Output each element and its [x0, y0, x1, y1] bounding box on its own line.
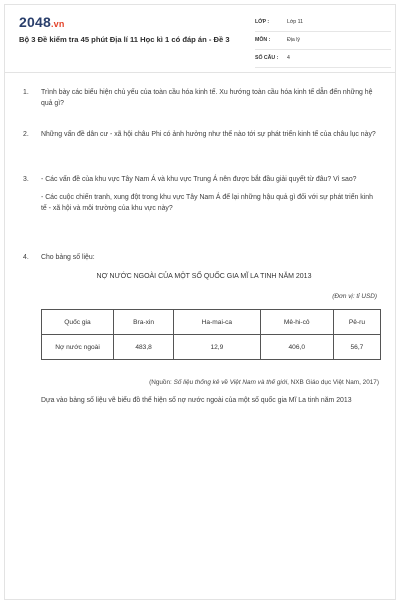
question-4-task: Dựa vào bảng số liệu vẽ biểu đồ thể hiện số nợ nước ngoài của một số quốc gia Mĩ La tinh năm 2013 — [41, 397, 352, 404]
table-cell: 406,0 — [260, 335, 333, 360]
table-header-cell: Pê-ru — [333, 310, 380, 335]
document-title: Bộ 3 Đề kiểm tra 45 phút Địa lí 11 Học kì 1 có đáp án - Đề 3 — [19, 35, 230, 44]
meta-class: LỚP : Lớp 11 — [255, 17, 391, 32]
table-header-cell: Bra-xin — [114, 310, 174, 335]
meta-subject: MÔN : Địa lý — [255, 35, 391, 50]
question-number: 4. — [23, 254, 29, 261]
table-header-cell: Quốc gia — [42, 310, 114, 335]
table-unit: (Đơn vị: tỉ USD) — [332, 293, 377, 300]
table-cell: 483,8 — [114, 335, 174, 360]
table-title: NỢ NƯỚC NGOÀI CỦA MỘT SỐ QUỐC GIA MĨ LA TINH NĂM 2013 — [96, 273, 312, 280]
table-header-cell: Ha-mai-ca — [174, 310, 260, 335]
document-header — [5, 5, 395, 73]
question-text: Cho bảng số liệu: — [41, 254, 95, 261]
table-source: (Nguồn: Số liệu thống kê về Việt Nam và thế giới, NXB Giáo dục Việt Nam, 2017) — [149, 379, 379, 386]
site-logo[interactable]: 2048.vn — [19, 14, 65, 30]
question-text: Những vấn đề dân cư - xã hội châu Phi có ảnh hưởng như thế nào tới sự phát triển kinh tế của châu lục này? — [41, 131, 376, 138]
table-header-row — [42, 310, 381, 335]
document-page — [4, 4, 396, 600]
table-header-cell: Mê-hi-cô — [260, 310, 333, 335]
question-text: - Các vấn đề của khu vực Tây Nam Á và khu vực Trung Á nên được bắt đầu giải quyết từ đâu? Vì sao? - Các cuộc chiến tranh, xung đột trong khu vực Tây Nam Á để lại những hậu quả gì đối với sự phát triển kinh tế - xã hội và môi trường của khu vực này? — [41, 176, 373, 212]
table-cell: 56,7 — [333, 335, 380, 360]
table-cell: 12,9 — [174, 335, 260, 360]
question-number: 3. — [23, 176, 29, 183]
question-number: 1. — [23, 89, 29, 96]
data-table — [41, 309, 381, 360]
table-row — [42, 335, 381, 360]
document-meta — [255, 17, 391, 71]
question-number: 2. — [23, 131, 29, 138]
meta-question-count: SỐ CÂU : 4 — [255, 53, 391, 68]
table-row-label: Nợ nước ngoài — [42, 335, 114, 360]
question-text: Trình bày các biểu hiện chủ yếu của toàn cầu hóa kinh tế. Xu hướng toàn cầu hóa kinh tế dẫn đến những hệ quả gì? — [41, 89, 373, 107]
